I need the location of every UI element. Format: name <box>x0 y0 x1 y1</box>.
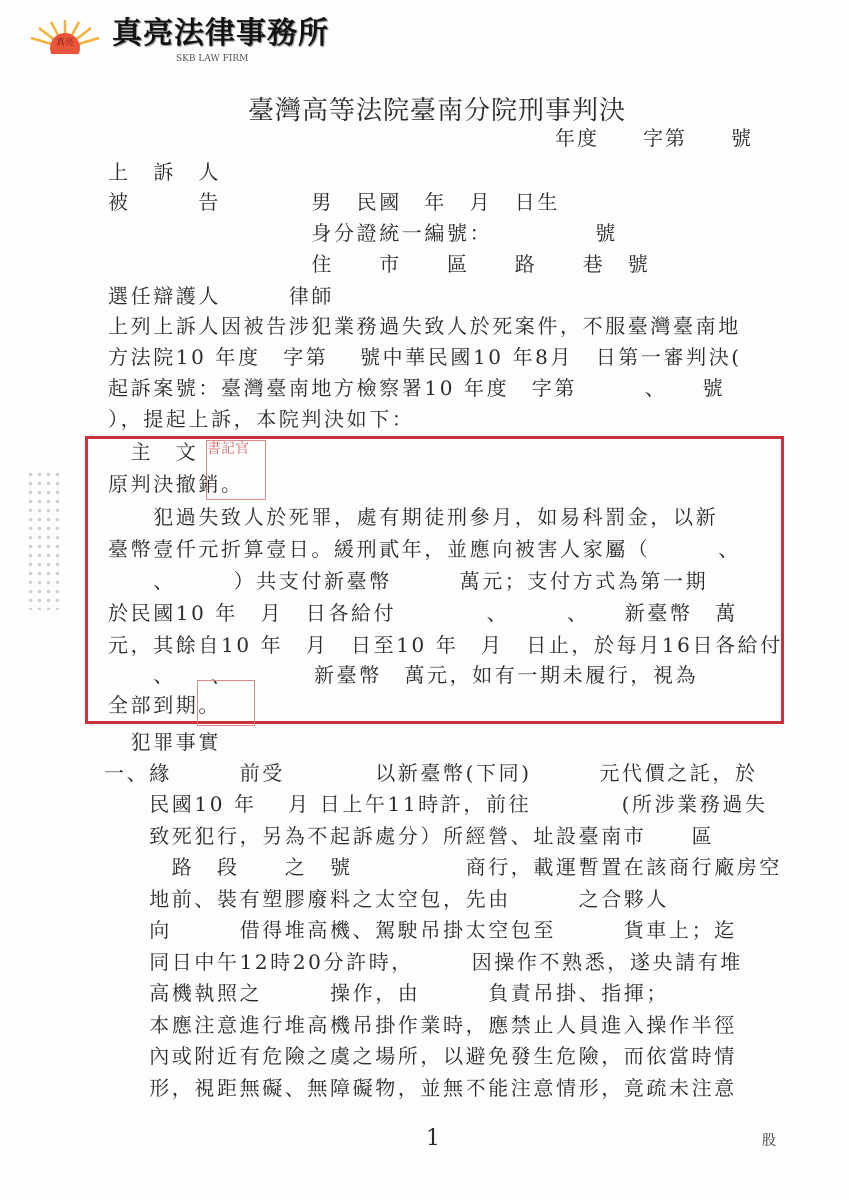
facts-line: 民國10 年 月 日上午11時許，前往 (所涉業務過失 <box>104 792 768 816</box>
facts-line: 向 借得堆高機、駕駛吊掛太空包至 貨車上；迄 <box>104 918 737 942</box>
facts-line: 路 段 之 號 商行，載運暫置在該商行廠房空 <box>104 855 782 879</box>
main-text-line: 全部到期。 <box>108 693 221 717</box>
facts-line: 高機執照之 操作，由 負責吊掛、指揮； <box>104 981 669 1005</box>
facts-line: 一、緣 前受 以新臺幣(下同) 元代價之託，於 <box>104 761 758 785</box>
main-text-line: 於民國10 年 月 日各給付 、 、 新臺幣 萬 <box>108 601 738 625</box>
party-id: 身分證統一編號： 號 <box>108 221 618 245</box>
intro-line: 方法院10 年度 字第 號中華民國10 年8月 日第一審判決( <box>108 345 742 369</box>
document-title: 臺灣高等法院臺南分院刑事判決 <box>248 96 627 126</box>
main-text-line: 元，其餘自10 年 月 日至10 年 月 日止，於每月16日各給付 <box>108 633 783 657</box>
party-counsel: 選任辯護人 律師 <box>108 284 334 308</box>
facts-line: 同日中午12時20分許時， 因操作不熟悉，遂央請有堆 <box>104 950 743 974</box>
main-text-line: 犯過失致人於死罪，處有期徒刑參月，如易科罰金，以新 <box>108 505 719 529</box>
logo-name: 真亮法律事務所 <box>112 16 329 51</box>
main-text-line: 、 ）共支付新臺幣 萬元；支付方式為第一期 <box>108 569 709 593</box>
logo-subtitle: SKB LAW FIRM <box>176 54 249 64</box>
intro-line: 上列上訴人因被告涉犯業務過失致人於死案件，不服臺灣臺南地 <box>108 314 741 338</box>
facts-line: 地前、裝有塑膠廢料之太空包，先由 之合夥人 <box>104 887 669 911</box>
logo-seal-text: 真亮 <box>56 38 75 48</box>
main-text-line: 臺幣壹仟元折算壹日。緩刑貳年，並應向被害人家屬（ 、 <box>108 537 741 561</box>
main-text-line: 原判決撤銷。 <box>108 472 244 496</box>
facts-line: 形，視距無礙、無障礙物，並無不能注意情形，竟疏未注意 <box>104 1076 737 1100</box>
facts-line: 致死犯行，另為不起訴處分）所經營、址設臺南市 區 <box>104 824 715 848</box>
party-address: 住 市 區 路 巷 號 <box>108 252 651 276</box>
intro-line: ），提起上訴，本院判決如下： <box>108 407 415 431</box>
intro-line: 起訴案號：臺灣臺南地方檢察署10 年度 字第 、 號 <box>108 376 726 400</box>
facts-heading: 犯罪事實 <box>108 730 221 754</box>
main-heading: 主 文 <box>108 440 199 464</box>
punch-holes <box>26 470 62 610</box>
stamp-label: 書記官 <box>207 441 249 457</box>
case-number: 年度 字第 號 <box>555 126 753 150</box>
page-number: 1 <box>426 1126 440 1151</box>
main-text-line: 、 、 新臺幣 萬元，如有一期未履行，視為 <box>108 663 699 687</box>
footer-mark: 股 <box>762 1133 776 1149</box>
party-appellant: 上 訴 人 <box>108 160 221 184</box>
facts-line: 內或附近有危險之虞之場所，以避免發生危險，而依當時情 <box>104 1044 737 1068</box>
facts-line: 本應注意進行堆高機吊掛作業時，應禁止人員進入操作半徑 <box>104 1013 737 1037</box>
party-defendant: 被 告 男 民國 年 月 日生 <box>108 190 560 214</box>
